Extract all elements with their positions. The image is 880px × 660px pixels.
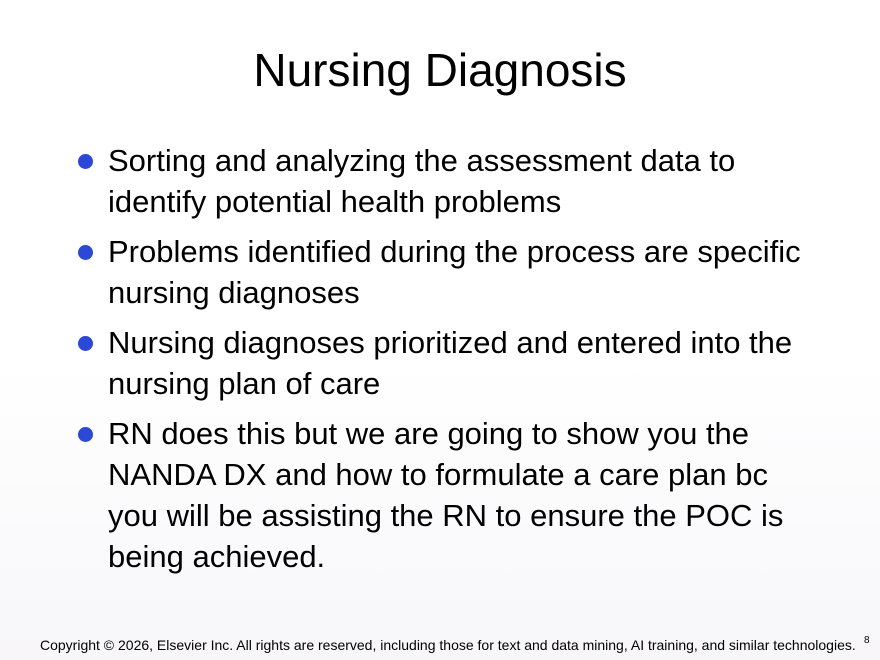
copyright-notice: Copyright © 2026, Elsevier Inc. All rights are reserved, including those for text and data mining, AI training, and similar technologies. — [40, 637, 856, 653]
bullet-item — [76, 140, 816, 222]
bullet-text: Problems identified during the process are specific nursing diagnoses — [108, 234, 801, 310]
bullet-list — [76, 140, 816, 586]
bullet-dot-icon — [78, 154, 93, 169]
bullet-dot-icon — [78, 427, 93, 442]
slide-title: Nursing Diagnosis — [253, 44, 627, 96]
page-number: 8 — [864, 635, 870, 646]
bullet-dot-icon — [78, 245, 93, 260]
bullet-dot-icon — [78, 336, 93, 351]
bullet-text: Nursing diagnoses prioritized and entered into the nursing plan of care — [108, 325, 793, 401]
bullet-item — [76, 413, 816, 577]
bullet-item — [76, 322, 816, 404]
bullet-text: RN does this but we are going to show you the NANDA DX and how to formulate a care plan bc you will be assisting the RN to ensure the POC is being achieved. — [108, 416, 784, 574]
bullet-text: Sorting and analyzing the assessment data to identify potential health problems — [108, 143, 736, 219]
bullet-item — [76, 231, 816, 313]
